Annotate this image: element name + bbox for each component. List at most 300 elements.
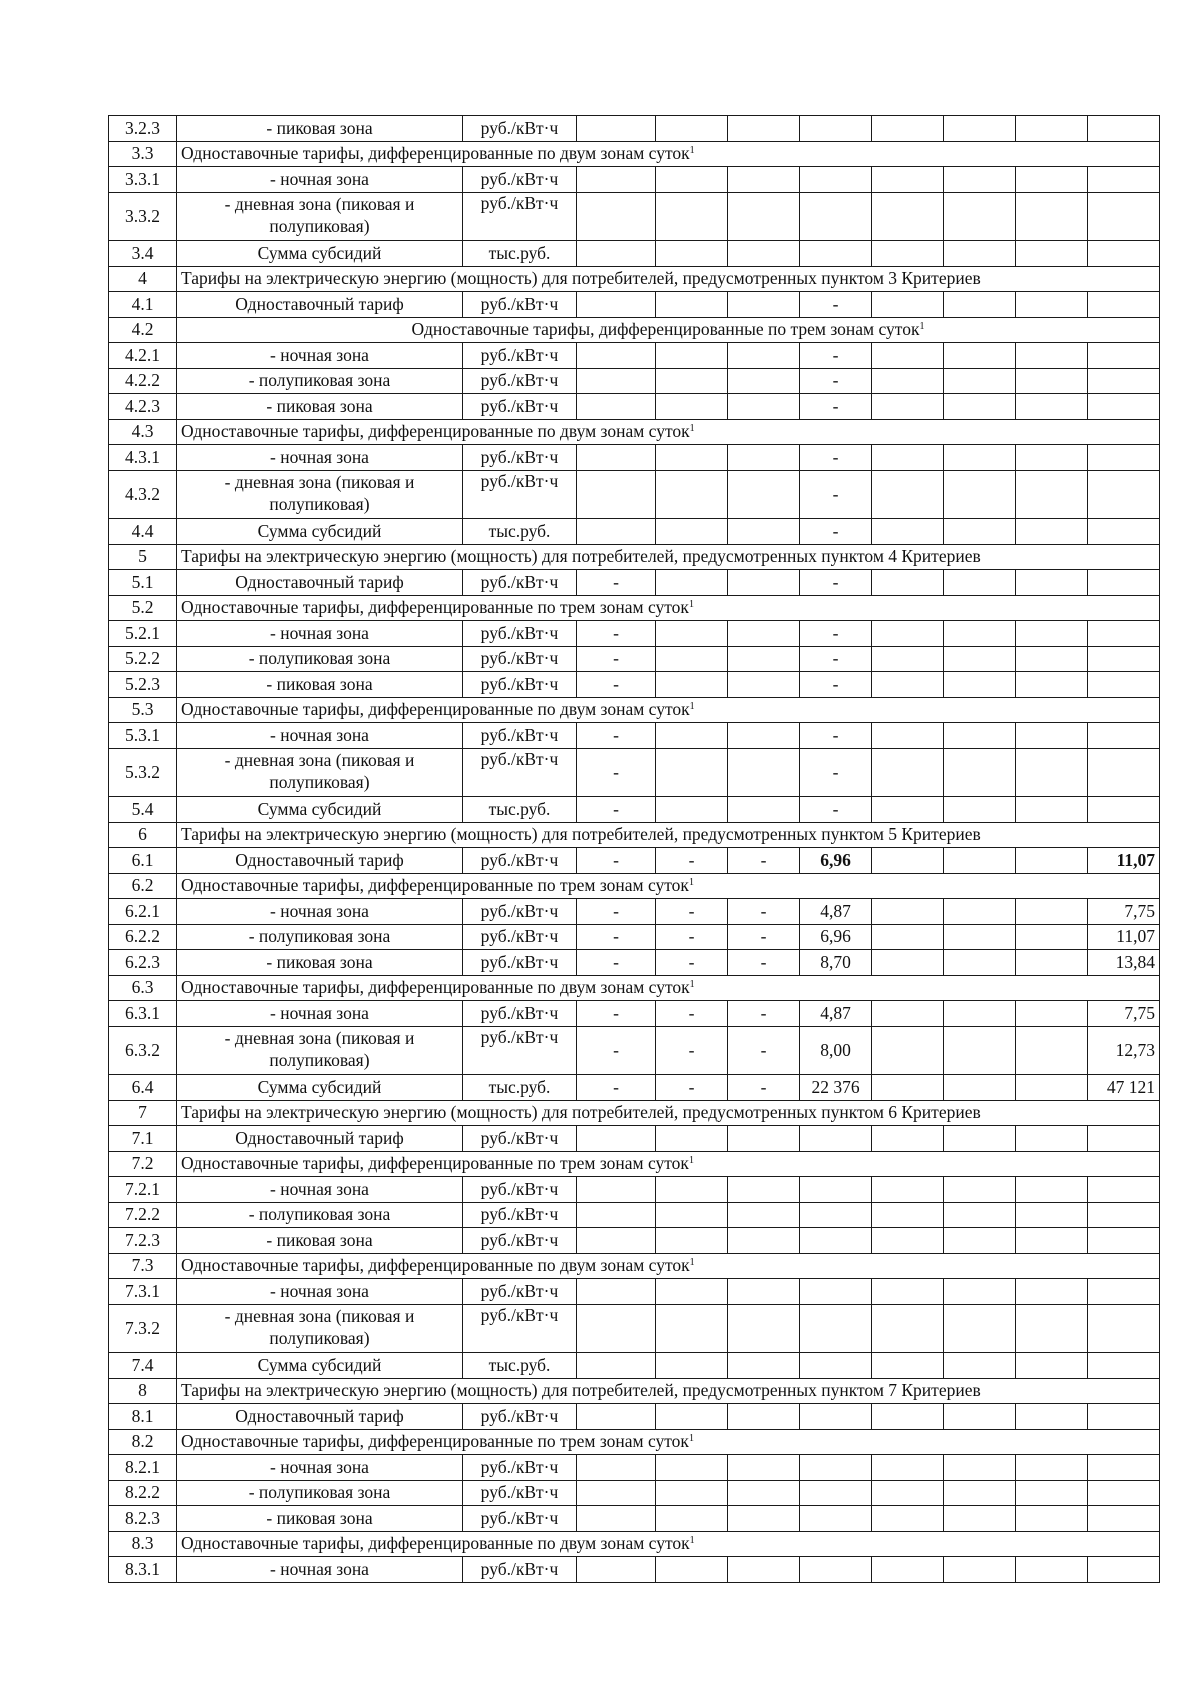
value-cell — [1088, 748, 1160, 797]
value-cell — [656, 1202, 728, 1228]
row-number: 7.3.2 — [109, 1304, 177, 1353]
row-number: 5.2 — [109, 595, 177, 621]
row-name: - пиковая зона — [177, 1506, 463, 1532]
table-row — [109, 723, 1160, 749]
row-number: 8.3 — [109, 1531, 177, 1557]
value-cell — [944, 241, 1016, 267]
table-row — [109, 1480, 1160, 1506]
row-number: 4.3.1 — [109, 445, 177, 471]
table-row — [109, 1557, 1160, 1583]
value-cell — [944, 621, 1016, 647]
row-unit: руб./кВт·ч — [463, 1279, 577, 1305]
value-cell — [944, 1001, 1016, 1027]
section-row — [109, 1429, 1160, 1455]
value-cell: 6,96 — [800, 848, 872, 874]
section-row — [109, 419, 1160, 445]
table-row — [109, 646, 1160, 672]
row-name: - ночная зона — [177, 621, 463, 647]
section-row — [109, 141, 1160, 167]
value-cell: 11,07 — [1088, 924, 1160, 950]
value-cell — [944, 950, 1016, 976]
row-number: 6.3.1 — [109, 1001, 177, 1027]
row-name: - ночная зона — [177, 1279, 463, 1305]
table-row — [109, 1202, 1160, 1228]
section-title: Одноставочные тарифы, дифференцированные по трем зонам суток — [181, 1153, 689, 1174]
row-unit: руб./кВт·ч — [463, 950, 577, 976]
section-row — [109, 1253, 1160, 1279]
value-cell — [1088, 519, 1160, 545]
row-unit: руб./кВт·ч — [463, 192, 577, 241]
table-row — [109, 621, 1160, 647]
row-name: - дневная зона (пиковая и полупиковая) — [177, 1304, 463, 1353]
value-cell — [656, 1304, 728, 1353]
row-number: 4.2.1 — [109, 343, 177, 369]
table-row — [109, 116, 1160, 142]
row-name: - пиковая зона — [177, 1228, 463, 1254]
value-cell — [1016, 241, 1088, 267]
section-title: Одноставочные тарифы, дифференцированные по двум зонам суток — [181, 1533, 690, 1554]
value-cell — [1016, 1279, 1088, 1305]
value-cell — [944, 1353, 1016, 1379]
value-cell — [577, 1202, 656, 1228]
row-unit: руб./кВт·ч — [463, 1506, 577, 1532]
value-cell — [1016, 1202, 1088, 1228]
table-row — [109, 1177, 1160, 1203]
value-cell — [728, 241, 800, 267]
row-name: Одноставочный тариф — [177, 292, 463, 318]
value-cell — [1088, 368, 1160, 394]
value-cell: - — [800, 748, 872, 797]
value-cell — [944, 445, 1016, 471]
section-row — [109, 697, 1160, 723]
table-row — [109, 1001, 1160, 1027]
value-cell — [656, 723, 728, 749]
value-cell — [944, 1480, 1016, 1506]
row-number: 8.2.2 — [109, 1480, 177, 1506]
value-cell — [577, 368, 656, 394]
value-cell — [656, 797, 728, 823]
row-number: 4 — [109, 266, 177, 292]
value-cell — [872, 950, 944, 976]
value-cell: - — [728, 848, 800, 874]
value-cell: - — [577, 1075, 656, 1101]
value-cell — [577, 1177, 656, 1203]
value-cell — [1016, 368, 1088, 394]
value-cell — [1088, 1404, 1160, 1430]
value-cell — [872, 848, 944, 874]
row-name: - дневная зона (пиковая и полупиковая) — [177, 470, 463, 519]
footnote-marker: 1 — [688, 599, 694, 611]
value-cell — [577, 343, 656, 369]
row-name: - пиковая зона — [177, 116, 463, 142]
table-row — [109, 1228, 1160, 1254]
value-cell — [728, 1177, 800, 1203]
value-cell — [656, 1557, 728, 1583]
row-number: 7.4 — [109, 1353, 177, 1379]
section-title: Тарифы на электрическую энергию (мощность) для потребителей, предусмотренных пунктом 5 Критериев — [181, 824, 981, 845]
value-cell: - — [800, 723, 872, 749]
value-cell: - — [577, 723, 656, 749]
value-cell — [577, 1455, 656, 1481]
row-unit: тыс.руб. — [463, 797, 577, 823]
table-row — [109, 292, 1160, 318]
row-number: 4.4 — [109, 519, 177, 545]
value-cell — [800, 192, 872, 241]
value-cell — [872, 241, 944, 267]
row-unit: тыс.руб. — [463, 1075, 577, 1101]
value-cell — [577, 192, 656, 241]
section-title-cell — [177, 266, 1160, 292]
value-cell — [728, 368, 800, 394]
value-cell — [728, 1455, 800, 1481]
row-unit: руб./кВт·ч — [463, 1228, 577, 1254]
footnote-marker: 1 — [688, 877, 694, 889]
row-name: Одноставочный тариф — [177, 1126, 463, 1152]
row-number: 5.4 — [109, 797, 177, 823]
section-title: Одноставочные тарифы, дифференцированные по двум зонам суток — [181, 1255, 690, 1276]
value-cell: - — [800, 621, 872, 647]
value-cell — [656, 292, 728, 318]
row-number: 7 — [109, 1100, 177, 1126]
row-name: - ночная зона — [177, 167, 463, 193]
row-unit: руб./кВт·ч — [463, 470, 577, 519]
value-cell — [944, 1455, 1016, 1481]
value-cell: - — [577, 748, 656, 797]
value-cell: 22 376 — [800, 1075, 872, 1101]
row-name: - ночная зона — [177, 343, 463, 369]
value-cell — [800, 167, 872, 193]
row-name: - пиковая зона — [177, 394, 463, 420]
section-row — [109, 595, 1160, 621]
value-cell — [1088, 723, 1160, 749]
section-row — [109, 1151, 1160, 1177]
table-row — [109, 899, 1160, 925]
section-title-cell — [177, 1100, 1160, 1126]
row-number: 5.2.3 — [109, 672, 177, 698]
row-unit: тыс.руб. — [463, 519, 577, 545]
section-row — [109, 266, 1160, 292]
value-cell — [872, 1001, 944, 1027]
row-unit: руб./кВт·ч — [463, 1480, 577, 1506]
value-cell: - — [577, 1001, 656, 1027]
value-cell — [1088, 394, 1160, 420]
value-cell — [728, 1353, 800, 1379]
table-row — [109, 167, 1160, 193]
row-name: - ночная зона — [177, 1455, 463, 1481]
row-unit: руб./кВт·ч — [463, 672, 577, 698]
value-cell — [944, 292, 1016, 318]
value-cell — [944, 167, 1016, 193]
value-cell — [872, 343, 944, 369]
row-unit: руб./кВт·ч — [463, 343, 577, 369]
value-cell — [656, 1480, 728, 1506]
row-unit: руб./кВт·ч — [463, 292, 577, 318]
row-name: - ночная зона — [177, 1177, 463, 1203]
value-cell — [944, 1075, 1016, 1101]
value-cell — [656, 1353, 728, 1379]
value-cell: 8,70 — [800, 950, 872, 976]
value-cell: 7,75 — [1088, 899, 1160, 925]
value-cell — [1088, 343, 1160, 369]
row-number: 6.2.2 — [109, 924, 177, 950]
row-unit: руб./кВт·ч — [463, 646, 577, 672]
row-number: 4.1 — [109, 292, 177, 318]
value-cell — [1088, 1304, 1160, 1353]
value-cell: - — [577, 672, 656, 698]
section-title-cell — [177, 822, 1160, 848]
value-cell: 7,75 — [1088, 1001, 1160, 1027]
value-cell — [577, 1126, 656, 1152]
value-cell — [800, 1126, 872, 1152]
row-name: - ночная зона — [177, 899, 463, 925]
row-name: - полупиковая зона — [177, 368, 463, 394]
value-cell — [728, 1228, 800, 1254]
section-title-cell — [177, 595, 1160, 621]
row-unit: руб./кВт·ч — [463, 1304, 577, 1353]
value-cell — [872, 1304, 944, 1353]
section-title: Тарифы на электрическую энергию (мощность) для потребителей, предусмотренных пунктом 4 Критериев — [181, 546, 981, 567]
row-name: - дневная зона (пиковая и полупиковая) — [177, 1026, 463, 1075]
table-row — [109, 1404, 1160, 1430]
value-cell — [577, 1353, 656, 1379]
row-number: 6.2 — [109, 873, 177, 899]
row-number: 8.2.1 — [109, 1455, 177, 1481]
value-cell — [800, 1404, 872, 1430]
section-title: Тарифы на электрическую энергию (мощность) для потребителей, предусмотренных пунктом 7 Критериев — [181, 1380, 981, 1401]
row-number: 5.2.1 — [109, 621, 177, 647]
value-cell — [872, 1506, 944, 1532]
table-row — [109, 1026, 1160, 1075]
footnote-marker: 1 — [689, 145, 695, 157]
table-row — [109, 924, 1160, 950]
row-name: Сумма субсидий — [177, 241, 463, 267]
row-number: 5.3.1 — [109, 723, 177, 749]
value-cell — [944, 1026, 1016, 1075]
value-cell — [1088, 1480, 1160, 1506]
value-cell — [1016, 570, 1088, 596]
value-cell — [872, 1026, 944, 1075]
footnote-marker: 1 — [688, 1155, 694, 1167]
value-cell — [577, 445, 656, 471]
row-name: Одноставочный тариф — [177, 570, 463, 596]
section-title: Одноставочные тарифы, дифференцированные по двум зонам суток — [181, 699, 690, 720]
value-cell — [944, 1279, 1016, 1305]
value-cell — [656, 672, 728, 698]
value-cell: 11,07 — [1088, 848, 1160, 874]
value-cell: - — [800, 519, 872, 545]
row-name: - ночная зона — [177, 1001, 463, 1027]
table-row — [109, 848, 1160, 874]
row-unit: руб./кВт·ч — [463, 570, 577, 596]
row-name: - дневная зона (пиковая и полупиковая) — [177, 748, 463, 797]
row-unit: руб./кВт·ч — [463, 723, 577, 749]
row-name: Сумма субсидий — [177, 519, 463, 545]
value-cell — [1088, 1202, 1160, 1228]
row-number: 3.3.1 — [109, 167, 177, 193]
value-cell — [577, 1404, 656, 1430]
row-number: 7.3.1 — [109, 1279, 177, 1305]
value-cell — [1088, 797, 1160, 823]
row-number: 6.3 — [109, 975, 177, 1001]
value-cell — [872, 1228, 944, 1254]
value-cell — [1016, 723, 1088, 749]
value-cell — [800, 116, 872, 142]
row-number: 7.2.3 — [109, 1228, 177, 1254]
table-row — [109, 570, 1160, 596]
value-cell — [872, 394, 944, 420]
value-cell — [1016, 1506, 1088, 1532]
value-cell: - — [656, 1026, 728, 1075]
value-cell — [944, 672, 1016, 698]
value-cell: - — [800, 445, 872, 471]
table-row — [109, 445, 1160, 471]
table-row — [109, 241, 1160, 267]
section-title: Одноставочные тарифы, дифференцированные по двум зонам суток — [181, 143, 690, 164]
value-cell — [872, 621, 944, 647]
section-row — [109, 317, 1160, 343]
section-title-cell — [177, 141, 1160, 167]
row-name: Сумма субсидий — [177, 797, 463, 823]
value-cell — [1016, 1455, 1088, 1481]
table-row — [109, 343, 1160, 369]
footnote-marker: 1 — [689, 701, 695, 713]
row-unit: руб./кВт·ч — [463, 1202, 577, 1228]
value-cell — [728, 519, 800, 545]
value-cell — [800, 1228, 872, 1254]
row-name: Одноставочный тариф — [177, 848, 463, 874]
value-cell — [728, 570, 800, 596]
value-cell — [728, 116, 800, 142]
row-name: - ночная зона — [177, 723, 463, 749]
value-cell — [656, 1228, 728, 1254]
section-title-cell — [177, 975, 1160, 1001]
value-cell — [728, 1304, 800, 1353]
row-number: 4.3 — [109, 419, 177, 445]
section-title-cell — [177, 1253, 1160, 1279]
value-cell — [1016, 1126, 1088, 1152]
value-cell: - — [800, 292, 872, 318]
value-cell: 4,87 — [800, 899, 872, 925]
value-cell — [577, 1279, 656, 1305]
row-number: 3.2.3 — [109, 116, 177, 142]
value-cell — [728, 192, 800, 241]
value-cell: - — [577, 950, 656, 976]
row-unit: руб./кВт·ч — [463, 1557, 577, 1583]
value-cell: - — [577, 797, 656, 823]
footnote-marker: 1 — [689, 979, 695, 991]
value-cell — [1088, 1126, 1160, 1152]
value-cell — [800, 1480, 872, 1506]
section-title-cell — [177, 1429, 1160, 1455]
footnote-marker: 1 — [689, 423, 695, 435]
row-number: 6.2.3 — [109, 950, 177, 976]
section-title-cell — [177, 1531, 1160, 1557]
value-cell — [728, 621, 800, 647]
section-row — [109, 822, 1160, 848]
value-cell — [656, 241, 728, 267]
value-cell — [872, 1353, 944, 1379]
value-cell — [944, 924, 1016, 950]
value-cell — [728, 1557, 800, 1583]
value-cell — [577, 292, 656, 318]
row-number: 5.3 — [109, 697, 177, 723]
row-name: - полупиковая зона — [177, 1480, 463, 1506]
value-cell — [872, 1126, 944, 1152]
value-cell — [1016, 1026, 1088, 1075]
value-cell: - — [800, 570, 872, 596]
value-cell — [800, 1557, 872, 1583]
value-cell — [872, 470, 944, 519]
row-unit: тыс.руб. — [463, 241, 577, 267]
value-cell — [1088, 167, 1160, 193]
value-cell — [1016, 950, 1088, 976]
value-cell — [872, 368, 944, 394]
table-row — [109, 748, 1160, 797]
row-number: 8.3.1 — [109, 1557, 177, 1583]
value-cell — [872, 292, 944, 318]
tariff-table — [108, 115, 1160, 1583]
value-cell — [800, 1353, 872, 1379]
value-cell — [944, 519, 1016, 545]
table-row — [109, 1304, 1160, 1353]
value-cell — [1088, 1557, 1160, 1583]
row-number: 4.2 — [109, 317, 177, 343]
value-cell — [1088, 1455, 1160, 1481]
row-number: 6.4 — [109, 1075, 177, 1101]
value-cell — [872, 646, 944, 672]
value-cell: - — [577, 924, 656, 950]
value-cell — [728, 797, 800, 823]
row-number: 6.1 — [109, 848, 177, 874]
value-cell: - — [800, 797, 872, 823]
row-unit: руб./кВт·ч — [463, 1455, 577, 1481]
value-cell — [1016, 1177, 1088, 1203]
value-cell — [1016, 1228, 1088, 1254]
value-cell — [1016, 646, 1088, 672]
value-cell: 47 121 — [1088, 1075, 1160, 1101]
row-unit: тыс.руб. — [463, 1353, 577, 1379]
value-cell — [656, 621, 728, 647]
value-cell: - — [656, 899, 728, 925]
value-cell — [656, 343, 728, 369]
row-number: 6.3.2 — [109, 1026, 177, 1075]
value-cell: 12,73 — [1088, 1026, 1160, 1075]
value-cell: - — [728, 899, 800, 925]
value-cell — [944, 1126, 1016, 1152]
value-cell — [656, 116, 728, 142]
row-number: 8.1 — [109, 1404, 177, 1430]
value-cell — [872, 445, 944, 471]
value-cell: - — [800, 470, 872, 519]
value-cell — [728, 1480, 800, 1506]
value-cell — [728, 646, 800, 672]
value-cell — [656, 748, 728, 797]
value-cell — [944, 1506, 1016, 1532]
value-cell — [656, 646, 728, 672]
row-name: - полупиковая зона — [177, 646, 463, 672]
section-title: Одноставочные тарифы, дифференцированные по двум зонам суток — [181, 977, 690, 998]
row-name: - ночная зона — [177, 445, 463, 471]
value-cell — [1088, 292, 1160, 318]
value-cell — [577, 1304, 656, 1353]
value-cell — [656, 445, 728, 471]
value-cell — [1016, 1304, 1088, 1353]
value-cell — [577, 519, 656, 545]
table-row — [109, 672, 1160, 698]
row-unit: руб./кВт·ч — [463, 394, 577, 420]
value-cell — [872, 1404, 944, 1430]
row-unit: руб./кВт·ч — [463, 748, 577, 797]
